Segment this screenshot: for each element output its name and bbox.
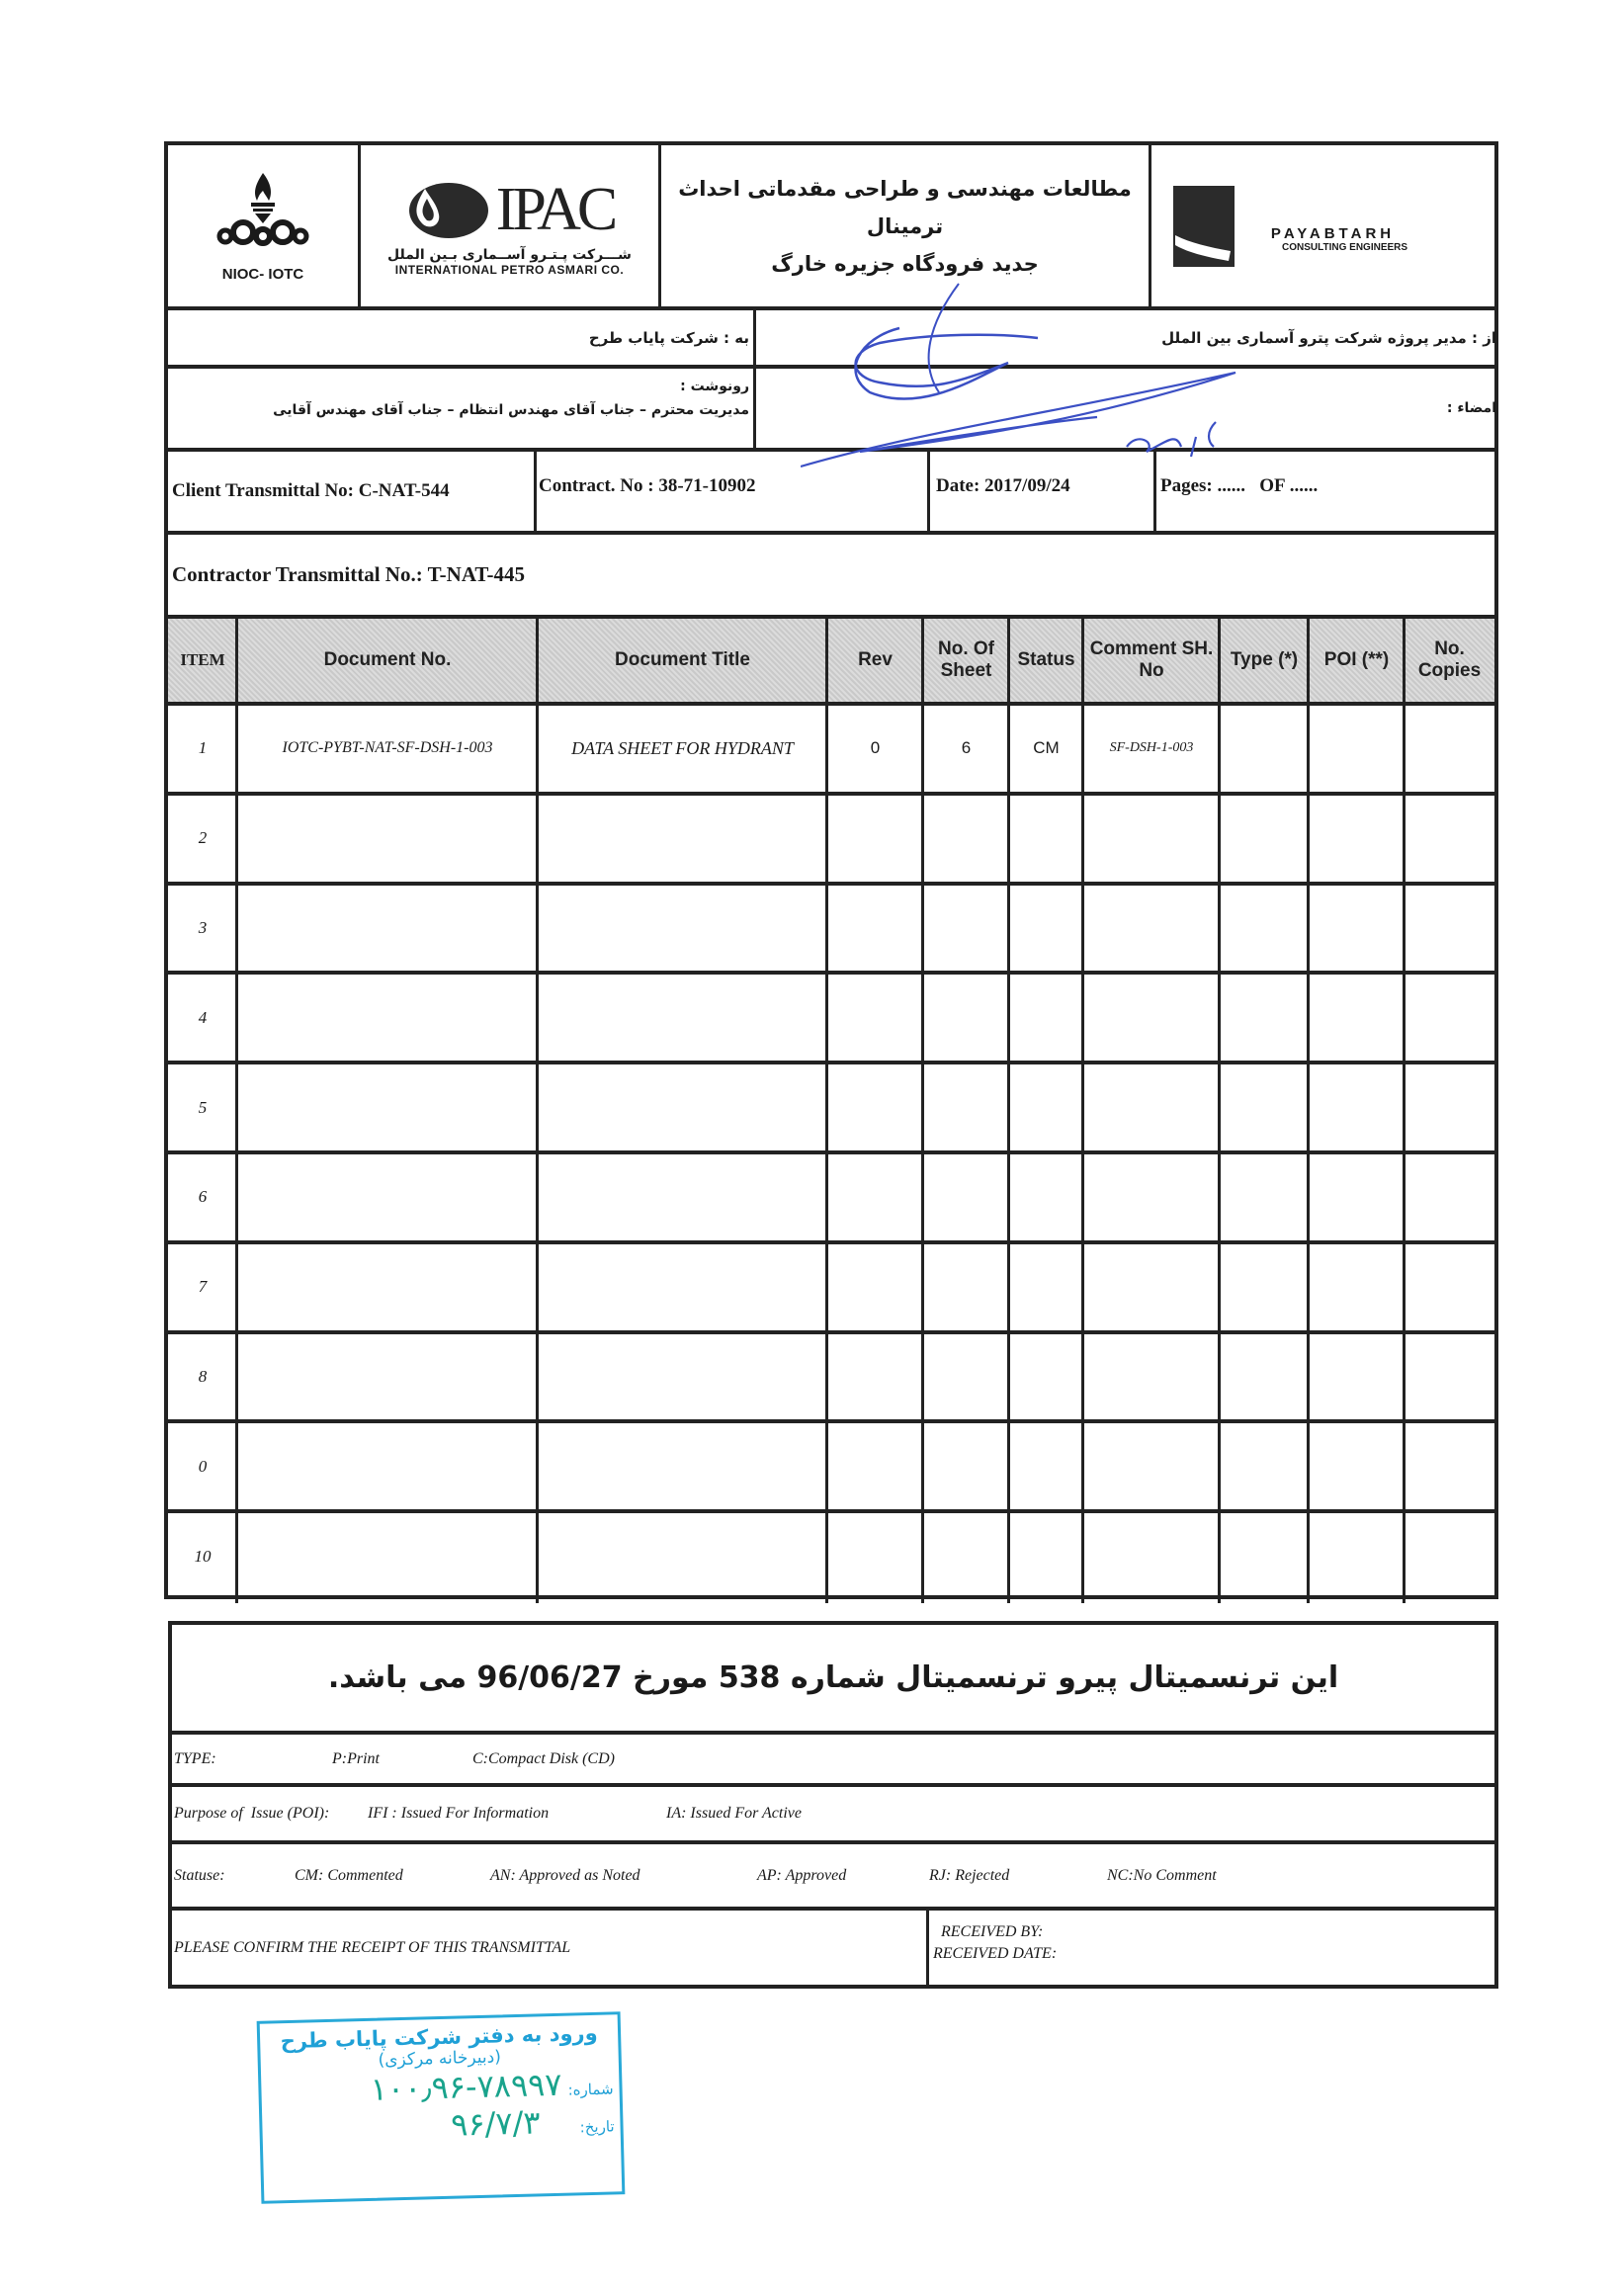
status-nc: NC:No Comment	[1107, 1866, 1217, 1884]
status-ap: AP: Approved	[757, 1866, 847, 1884]
table-cell-title[interactable]	[538, 1154, 827, 1240]
table-cell-copies[interactable]	[1405, 1513, 1494, 1599]
contract-no: Contract. No : 38-71-10902	[539, 475, 756, 496]
table-cell-rev[interactable]	[827, 886, 923, 972]
table-cell-title[interactable]	[538, 1423, 827, 1509]
column-divider	[1218, 619, 1221, 1603]
table-cell-copies[interactable]	[1405, 1423, 1494, 1509]
table-cell-copies[interactable]	[1405, 796, 1494, 882]
table-cell-title[interactable]	[538, 975, 827, 1061]
table-cell-doc_no[interactable]: IOTC-PYBT-NAT-SF-DSH-1-003	[282, 739, 493, 757]
table-cell-doc_no[interactable]	[237, 1423, 538, 1509]
status-rj: RJ: Rejected	[929, 1866, 1010, 1884]
project-title-line2: جدید فرودگاه جزیره خارگ	[771, 251, 1039, 276]
stamp-line1: ورود به دفتر شرکت پایاب طرح	[280, 2020, 598, 2054]
from-field: از : مدیر پروژه شرکت پترو آسماری بین الملل	[1161, 328, 1496, 347]
table-cell-copies[interactable]	[1405, 1064, 1494, 1150]
table-cell-item: 3	[198, 917, 208, 937]
received-block	[933, 1921, 1487, 1965]
table-cell-copies[interactable]	[1405, 1244, 1494, 1330]
nioc-logo-cell	[168, 145, 358, 306]
table-cell-rev[interactable]	[827, 975, 923, 1061]
table-cell-item: 1	[198, 738, 208, 758]
received-by: RECEIVED BY:	[941, 1923, 1044, 1940]
column-divider	[1007, 619, 1010, 1603]
table-cell-rev[interactable]	[827, 1423, 923, 1509]
poi-label: Purpose of Issue (POI):	[174, 1805, 330, 1822]
received-date: RECEIVED DATE:	[933, 1945, 1058, 1962]
table-cell-rev[interactable]	[827, 1334, 923, 1420]
stamp-number-label: شماره:	[567, 2080, 614, 2099]
table-cell-type[interactable]	[1220, 1064, 1309, 1150]
stamp-line2: (دبیرخانه مرکزی)	[378, 2047, 502, 2071]
table-cell-rev[interactable]	[827, 1154, 923, 1240]
type-print: P:Print	[332, 1749, 380, 1767]
table-cell-type[interactable]	[1220, 1513, 1309, 1599]
table-cell-doc_no[interactable]	[237, 1154, 538, 1240]
table-cell-status[interactable]	[1009, 975, 1083, 1061]
poi-ifi: IFI : Issued For Information	[368, 1805, 550, 1822]
table-cell-copies[interactable]	[1405, 975, 1494, 1061]
column-divider	[235, 619, 238, 1603]
table-cell-comment[interactable]	[1083, 1423, 1220, 1509]
column-divider	[921, 619, 924, 1603]
table-cell-status[interactable]	[1009, 796, 1083, 882]
table-cell-rev[interactable]: 0	[870, 738, 881, 758]
table-cell-status[interactable]	[1009, 1423, 1083, 1509]
stamp-number-value: ۱۰۰٫۹۶-۷۸۹۹۷	[370, 2065, 562, 2108]
type-legend	[174, 1735, 1489, 1783]
table-cell-status[interactable]	[1009, 1334, 1083, 1420]
table-cell-item: 0	[198, 1456, 208, 1476]
table-cell-title[interactable]	[538, 1244, 827, 1330]
poi-legend	[174, 1787, 1489, 1840]
column-divider	[1403, 619, 1406, 1603]
row-divider	[168, 1240, 1494, 1244]
signature-label: امضاء :	[1446, 400, 1496, 416]
table-cell-doc_no[interactable]	[237, 975, 538, 1061]
table-cell-poi[interactable]	[1309, 1423, 1405, 1509]
column-header: Rev	[827, 619, 923, 702]
column-header: Type (*)	[1220, 619, 1309, 702]
follow-up-note: این ترنسمیتال پیرو ترنسمیتال شماره 538 مورخ 96/06/27 می باشد.	[327, 1660, 1339, 1695]
table-cell-comment[interactable]	[1083, 886, 1220, 972]
column-header: Comment SH. No	[1083, 619, 1220, 702]
table-cell-copies[interactable]	[1405, 1334, 1494, 1420]
table-cell-poi[interactable]	[1309, 1064, 1405, 1150]
date-field: Date: 2017/09/24	[936, 475, 1070, 496]
row-divider	[168, 1419, 1494, 1423]
table-cell-sheets[interactable]	[923, 1064, 1009, 1150]
column-header: Document Title	[538, 619, 827, 702]
table-cell-type[interactable]	[1220, 975, 1309, 1061]
row-divider	[168, 1150, 1494, 1154]
row-divider	[168, 882, 1494, 886]
stamp-date-value: ۹۶/۷/۳	[450, 2103, 542, 2144]
column-header: POI (**)	[1309, 619, 1405, 702]
table-cell-item: 7	[198, 1277, 208, 1297]
row-divider	[168, 971, 1494, 975]
table-cell-doc_no[interactable]	[237, 796, 538, 882]
column-divider	[825, 619, 828, 1603]
table-cell-sheets[interactable]	[923, 796, 1009, 882]
nioc-logo-icon	[213, 169, 312, 258]
payabtarh-logo-cell	[1151, 145, 1498, 306]
row-divider	[168, 702, 1494, 706]
table-cell-item: 8	[198, 1366, 208, 1386]
table-cell-type[interactable]	[1220, 886, 1309, 972]
table-cell-doc_no[interactable]	[237, 1244, 538, 1330]
cc-label: رونوشت :	[680, 379, 749, 394]
nioc-label: NIOC- IOTC	[221, 266, 304, 283]
table-cell-type[interactable]	[1220, 1334, 1309, 1420]
column-header: No. Copies	[1405, 619, 1494, 702]
notes-box	[168, 1621, 1498, 1989]
table-cell-status[interactable]	[1009, 1154, 1083, 1240]
table-cell-item: 10	[194, 1546, 212, 1566]
table-cell-copies[interactable]	[1405, 706, 1494, 792]
column-header: Document No.	[237, 619, 538, 702]
table-cell-rev[interactable]	[827, 796, 923, 882]
table-cell-status[interactable]	[1009, 1244, 1083, 1330]
table-cell-copies[interactable]	[1405, 1154, 1494, 1240]
table-cell-type[interactable]	[1220, 1154, 1309, 1240]
table-cell-rev[interactable]	[827, 1244, 923, 1330]
row-divider	[168, 1509, 1494, 1513]
table-cell-copies[interactable]	[1405, 886, 1494, 972]
ipac-logo	[405, 175, 615, 245]
table-cell-doc_no[interactable]	[237, 1334, 538, 1420]
table-cell-poi[interactable]	[1309, 796, 1405, 882]
pages-field: Pages: ...... OF ......	[1160, 475, 1319, 496]
table-cell-poi[interactable]	[1309, 706, 1405, 792]
table-cell-item: 6	[198, 1187, 208, 1207]
status-cm: CM: Commented	[295, 1866, 403, 1884]
table-cell-comment[interactable]	[1083, 1064, 1220, 1150]
ipac-logo-cell	[361, 145, 658, 306]
table-cell-title[interactable]	[538, 886, 827, 972]
table-cell-sheets[interactable]	[923, 1513, 1009, 1599]
table-cell-title[interactable]	[538, 796, 827, 882]
table-cell-sheets[interactable]	[923, 886, 1009, 972]
table-cell-status[interactable]	[1009, 1513, 1083, 1599]
poi-ia: IA: Issued For Active	[666, 1805, 802, 1822]
column-divider	[1081, 619, 1084, 1603]
column-header: No. Of Sheet	[923, 619, 1009, 702]
table-cell-type[interactable]	[1220, 796, 1309, 882]
confirm-receipt-note: PLEASE CONFIRM THE RECEIPT OF THIS TRANSMITTAL	[174, 1939, 571, 1956]
ipac-logo-text: IPAC	[495, 176, 615, 243]
table-cell-comment[interactable]	[1083, 1154, 1220, 1240]
table-cell-title[interactable]	[538, 1064, 827, 1150]
type-label: TYPE:	[174, 1749, 216, 1767]
table-cell-comment[interactable]	[1083, 796, 1220, 882]
table-cell-title[interactable]: DATA SHEET FOR HYDRANT	[571, 737, 794, 758]
status-label: Statuse:	[174, 1866, 225, 1884]
table-cell-doc_no[interactable]	[237, 886, 538, 972]
stamp-date-label: تاریخ:	[579, 2117, 615, 2137]
table-cell-poi[interactable]	[1309, 1334, 1405, 1420]
column-divider	[536, 619, 539, 1603]
ipac-drop-icon	[405, 181, 490, 240]
transmittal-form	[164, 141, 1498, 1599]
table-cell-sheets[interactable]: 6	[961, 738, 972, 758]
table-cell-type[interactable]	[1220, 1423, 1309, 1509]
table-cell-poi[interactable]	[1309, 1513, 1405, 1599]
table-cell-poi[interactable]	[1309, 1244, 1405, 1330]
row-divider	[168, 1330, 1494, 1334]
table-cell-poi[interactable]	[1309, 1154, 1405, 1240]
column-header: ITEM	[168, 619, 237, 702]
stamp-date-row	[262, 2101, 621, 2148]
status-legend	[174, 1844, 1489, 1907]
table-cell-title[interactable]	[538, 1334, 827, 1420]
divider	[926, 1907, 929, 1986]
payabtarh-name: PAYABTARH	[1270, 224, 1396, 242]
column-divider	[1307, 619, 1310, 1603]
ipac-name-en: INTERNATIONAL PETRO ASMARI CO.	[394, 263, 625, 277]
table-cell-sheets[interactable]	[923, 1244, 1009, 1330]
row-divider	[168, 1061, 1494, 1064]
table-cell-poi[interactable]	[1309, 975, 1405, 1061]
table-cell-rev[interactable]	[827, 1513, 923, 1599]
table-cell-type[interactable]	[1220, 706, 1309, 792]
table-cell-comment[interactable]	[1083, 1334, 1220, 1420]
project-title-line1: مطالعات مهندسی و طراحی مقدماتی احداث ترمینال	[678, 176, 1132, 238]
table-cell-item: 2	[198, 828, 208, 848]
table-cell-comment[interactable]	[1083, 1513, 1220, 1599]
contractor-transmittal-no: Contractor Transmittal No.: T-NAT-445	[172, 562, 525, 586]
table-cell-title[interactable]	[538, 1513, 827, 1599]
table-cell-poi[interactable]	[1309, 886, 1405, 972]
table-cell-status[interactable]	[1009, 1064, 1083, 1150]
document-table	[168, 619, 1494, 1599]
table-cell-status[interactable]: CM	[1033, 738, 1060, 758]
table-cell-sheets[interactable]	[923, 1154, 1009, 1240]
table-cell-item: 4	[198, 1007, 208, 1027]
table-cell-comment[interactable]	[1083, 975, 1220, 1061]
table-cell-comment[interactable]	[1083, 1244, 1220, 1330]
table-cell-sheets[interactable]	[923, 1423, 1009, 1509]
status-an: AN: Approved as Noted	[490, 1866, 640, 1884]
table-cell-sheets[interactable]	[923, 1334, 1009, 1420]
table-cell-doc_no[interactable]	[237, 1513, 538, 1599]
cc-value: مدیریت محترم – جناب آقای مهندس انتظام – جناب آقای مهندس آقایی	[273, 402, 749, 418]
client-transmittal-no: Client Transmittal No: C-NAT-544	[172, 480, 450, 501]
to-field: به : شرکت پایاب طرح	[588, 328, 749, 347]
project-title	[661, 145, 1149, 306]
table-cell-item: 5	[198, 1097, 208, 1117]
payabtarh-logo-icon	[1173, 186, 1235, 267]
table-cell-doc_no[interactable]	[237, 1064, 538, 1150]
table-cell-rev[interactable]	[827, 1064, 923, 1150]
table-cell-type[interactable]	[1220, 1244, 1309, 1330]
row-divider	[168, 792, 1494, 796]
table-cell-status[interactable]	[1009, 886, 1083, 972]
cc-field	[168, 369, 753, 448]
ipac-name-fa: شـــرکت پـتـرو آســماری بـین الملل	[387, 247, 632, 263]
type-cd: C:Compact Disk (CD)	[472, 1749, 615, 1767]
receipt-stamp	[257, 2011, 626, 2204]
table-cell-comment[interactable]: SF-DSH-1-003	[1109, 740, 1194, 756]
column-header: Status	[1009, 619, 1083, 702]
payabtarh-sub: CONSULTING ENGINEERS	[1282, 241, 1408, 253]
table-cell-sheets[interactable]	[923, 975, 1009, 1061]
